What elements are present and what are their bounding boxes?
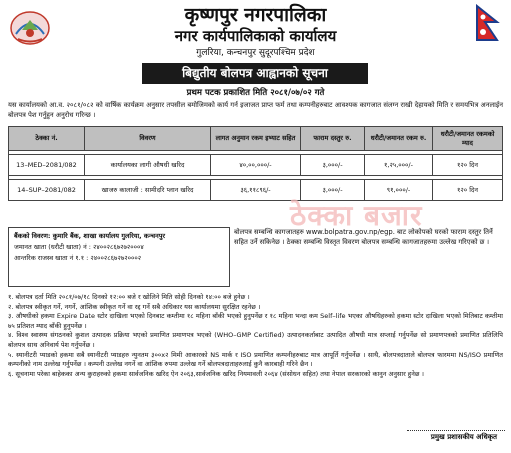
table-cell: खाजरु कालाजी : सामीदरि प्लान खरिद bbox=[85, 180, 211, 201]
revenue-account: आन्तरिक राजस्व खाता नं १.१ : २४००२८६७२७२०००२ bbox=[14, 254, 142, 262]
term-item: ६. सूचनामा परेका बाहेकका अन्य कुराहरुको हकमा सार्वजनिक खरिद ऐन २०६३,सार्वजनिक खरिद नियमावली २०६४ (संसोधन सहित) तथा नेपाल सरकारको कानुन अनुसार हुनेछ । bbox=[8, 369, 424, 378]
watermark-logo: ठेक्का बजार bbox=[290, 199, 423, 232]
column-header: धरौटी/जमानत रकम रु. bbox=[365, 127, 433, 151]
table-cell: ३६,११८९६/- bbox=[211, 180, 301, 201]
column-header: विवरण bbox=[85, 127, 211, 151]
table-cell: 13–MED–2081/082 bbox=[9, 155, 85, 176]
terms-list bbox=[8, 293, 503, 379]
term-item: ४. विश्व स्वास्थ्य संगठनको कुशल उत्पादक प्रक्रिया भएको प्रमाणित प्रमाणपत्र भएको (WHO–GMP Certified) उत्पादनकर्ताबाट उत्पादित औषधी मात्र सप्लाई गर्नुपर्नेछ सो प्रमाणपत्रको प्रमाणित प्रतिलिपि बोलपत्र साथ अनिवार्य पेश गर्नुपर्नेछ । bbox=[8, 331, 503, 349]
table-header-row bbox=[9, 127, 503, 151]
table-row bbox=[9, 155, 503, 176]
term-item: २. बोलपत्र स्वीकृत गर्ने, नगर्ने, आंशिक स्वीकृत गर्ने वा रद्द गर्ने सबै अधिकार यस कार्यालयमा सुरक्षित रहनेछ । bbox=[8, 302, 261, 311]
term-item: ३. औषधीको हकमा Expire Date स्टोर दाखिला भएको दिनबाट कम्तीमा १८ महिना बाँकी भएको हुनुपर्नेछ र १८ महिना भन्दा कम Self–life भएका औषधिहरुको हकमा स्टोर दाखिला भएको मितिबाट कम्तीमा ७५ प्रतिशत म्याद बाँकी हुनुपर्नेछ । bbox=[8, 312, 503, 330]
table-row bbox=[9, 180, 503, 201]
notice-title-banner: बिद्युतीय बोलपत्र आह्वानको सूचना bbox=[142, 63, 368, 84]
bank-name: बैंकको विवरण: कुमारि बैंक, शाखा कार्यालय गुलरिया, कन्चनपुर bbox=[14, 232, 166, 240]
table-cell: ३,०००/- bbox=[301, 180, 365, 201]
table-cell: ४०,००,०००/- bbox=[211, 155, 301, 176]
table-cell: कार्यालयका लागी औषधी खरिद bbox=[85, 155, 211, 176]
column-header: फाराम दस्तुर रु. bbox=[301, 127, 365, 151]
intro-paragraph: यस कार्यालयको आ.व. २०८१/०८२ को वार्षिक कार्यक्रम अनुसार तपसील बमोजिमको कार्य गर्न इजाजत प्राप्त फर्म तथा कम्पनीहरुबाट आवश्यक कागजात संलग्न राखी देहायको मिति र समयभित्र अनलाईन बोलपत्र पेश गर्नुहुन अनुरोध गरिन्छ । bbox=[8, 101, 503, 119]
office-address: गुलरिया, कन्चनपुर सुदूरपश्चिम प्रदेश bbox=[196, 48, 315, 58]
signatory-title: प्रमुख प्रशासकीय अधिकृत bbox=[430, 433, 497, 441]
e-bidding-note: बोलपत्र सम्बन्धि कागजातहरु www.bolpatra.gov.np/egp. बाट लोकोपको घरको फाराम दस्तुर तिर्ने सहित उर्ने सकिनेछ । ठेक्का सम्बन्धि विस्तृत विवरण बोलपत्र सम्बन्धि कागजातहरुमा उल्लेख गरिएको छ । bbox=[234, 228, 493, 246]
tender-table bbox=[8, 126, 503, 201]
column-header: लागत अनुमान रकम इभ्याट सहित bbox=[211, 127, 301, 151]
bank-details-box bbox=[8, 227, 230, 287]
municipality-name: कृष्णपुर नगरपालिका bbox=[184, 4, 327, 26]
table-cell: १२० दिन bbox=[433, 155, 503, 176]
office-name: नगर कार्यपालिकाको कार्यालय bbox=[174, 27, 337, 45]
table-cell: ३,०००/- bbox=[301, 155, 365, 176]
term-item: १. बोलपत्र दर्ता मिति २०८१/०७/१८ दिनको १२:०० बजे र खोलिने मिति सोही दिनको १४:०० बजे हुनेछ । bbox=[8, 293, 250, 301]
deposit-account: जमानत खाता (धरौटी खाता) नं : २४००२८६७२७२०००४ bbox=[14, 243, 144, 251]
column-header: धरौटी/जमानत रकमको म्याद bbox=[433, 127, 503, 151]
column-header: ठेक्का नं. bbox=[9, 127, 85, 151]
term-item: ५. स्यानीटरी प्याडको हकमा सबै स्यानीटरी प्याडहरु न्युनतम ३००x२ मिमी आकारको NS मार्क र ISO प्रमाणित कम्पनीहरुबाट मात्र आपूर्ति गर्नुपर्नेछ । साथै, बोलपत्रदाताले बोलपत्र फारममा NS/ISO प्रमाणित कम्पनीको नाम उल्लेख गर्नुपर्नेछ । कम्पनी उल्लेख नगर्ने वा आंशिक रुपमा उल्लेख गर्ने बोलपत्रदाताहरुलाई कुनै कारबाही गरिने छैन । bbox=[8, 350, 503, 369]
table-cell: ९१,०००/- bbox=[365, 180, 433, 201]
signature-line bbox=[407, 430, 505, 431]
publish-date: प्रथम पटक प्रकाशित मिति २०८१/०७/०२ गते bbox=[186, 88, 325, 98]
table-cell: १२० दिन bbox=[433, 180, 503, 201]
table-cell: 14–SUP–2081/082 bbox=[9, 180, 85, 201]
table-cell: १,२५,०००/- bbox=[365, 155, 433, 176]
